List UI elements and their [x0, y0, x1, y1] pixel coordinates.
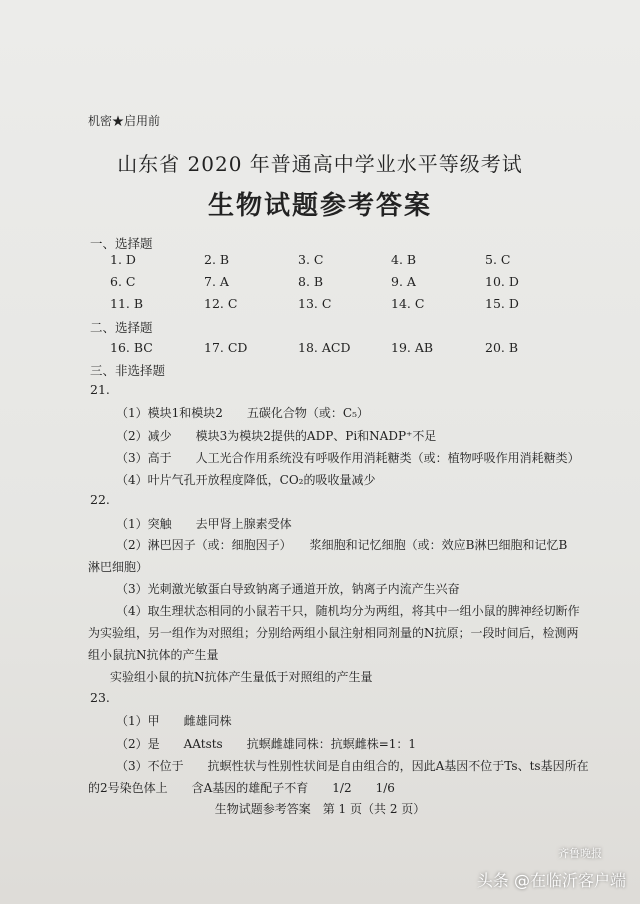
section-heading-choice-1: 一、选择题: [90, 236, 153, 251]
q23-answer-3: （3）不位于 抗螟性状与性别性状间是自由组合的，因此A基因不位于Ts、ts基因所在: [116, 759, 589, 773]
q21-answer-4: （4）叶片气孔开放程度降低，CO₂的吸收量减少: [116, 473, 376, 487]
q22-answer-1: （1）突触 去甲肾上腺素受体: [116, 517, 292, 531]
answer-item: 20. B: [485, 340, 519, 355]
q22-answer-2-cont: 淋巴细胞）: [88, 560, 149, 574]
answer-item: 17. CD: [204, 340, 248, 355]
document-title: 生物试题参考答案: [207, 191, 432, 221]
q22-answer-2: （2）淋巴因子（或：细胞因子） 浆细胞和记忆细胞（或：效应B淋巴细胞和记忆B: [116, 538, 568, 552]
answer-item: 1. D: [110, 252, 136, 267]
q23-answer-2: （2）是 AAtsts 抗螟雌雄同株：抗螟雌株=1：1: [116, 737, 417, 751]
answer-item: 11. B: [110, 296, 144, 311]
answer-item: 14. C: [391, 296, 425, 311]
confidential-label: 机密★启用前: [88, 114, 161, 128]
answer-item: 4. B: [391, 252, 417, 267]
answer-row: [110, 252, 550, 268]
question-number-23: 23.: [90, 690, 110, 705]
q22-answer-4-cont: 为实验组，另一组作为对照组；分别给两组小鼠注射相同剂量的N抗原；一段时间后，检测两: [88, 626, 579, 640]
q22-answer-5: 实验组小鼠的抗N抗体产生量低于对照组的产生量: [110, 670, 373, 684]
q22-answer-3: （3）光刺激光敏蛋白导致钠离子通道开放，钠离子内流产生兴奋: [116, 582, 460, 596]
answer-item: 12. C: [204, 296, 238, 311]
answer-item: 6. C: [110, 274, 136, 289]
answer-row: [110, 274, 550, 290]
q22-answer-4: （4）取生理状态相同的小鼠若干只，随机均分为两组，将其中一组小鼠的脾神经切断作: [116, 604, 580, 618]
page-footer: 生物试题参考答案 第 1 页（共 2 页）: [214, 802, 426, 816]
watermark-brand: 齐鲁晚报: [558, 847, 602, 860]
answer-item: 3. C: [298, 252, 324, 267]
answer-item: 16. BC: [110, 340, 153, 355]
answer-item: 15. D: [485, 296, 519, 311]
q21-answer-3: （3）高于 人工光合作用系统没有呼吸作用消耗糖类（或：植物呼吸作用消耗糖类）: [116, 451, 580, 465]
answer-row: [110, 340, 550, 356]
q23-answer-3-cont: 的2号染色体上 含A基因的雄配子不育 1/2 1/6: [88, 781, 395, 795]
section-heading-choice-2: 二、选择题: [90, 320, 153, 335]
answer-row: [110, 296, 550, 312]
answer-item: 13. C: [298, 296, 332, 311]
watermark-source: 头条 @在临沂客户端: [476, 871, 626, 890]
answer-item: 10. D: [485, 274, 519, 289]
question-number-21: 21.: [90, 382, 110, 397]
answer-item: 9. A: [391, 274, 416, 289]
answer-item: 8. B: [298, 274, 324, 289]
question-number-22: 22.: [90, 492, 110, 507]
answer-item: 5. C: [485, 252, 511, 267]
q21-answer-1: （1）模块1和模块2 五碳化合物（或：C₅）: [116, 406, 369, 420]
section-heading-non-choice: 三、非选择题: [90, 363, 166, 378]
q23-answer-1: （1）甲 雌雄同株: [116, 714, 232, 728]
q21-answer-2: （2）减少 模块3为模块2提供的ADP、Pi和NADP⁺不足: [116, 429, 437, 443]
answer-item: 18. ACD: [298, 340, 351, 355]
exam-title: 山东省 2020 年普通高中学业水平等级考试: [117, 152, 523, 176]
answer-item: 19. AB: [391, 340, 434, 355]
answer-item: 2. B: [204, 252, 230, 267]
q22-answer-4-cont: 组小鼠抗N抗体的产生量: [88, 648, 219, 662]
answer-item: 7. A: [204, 274, 229, 289]
